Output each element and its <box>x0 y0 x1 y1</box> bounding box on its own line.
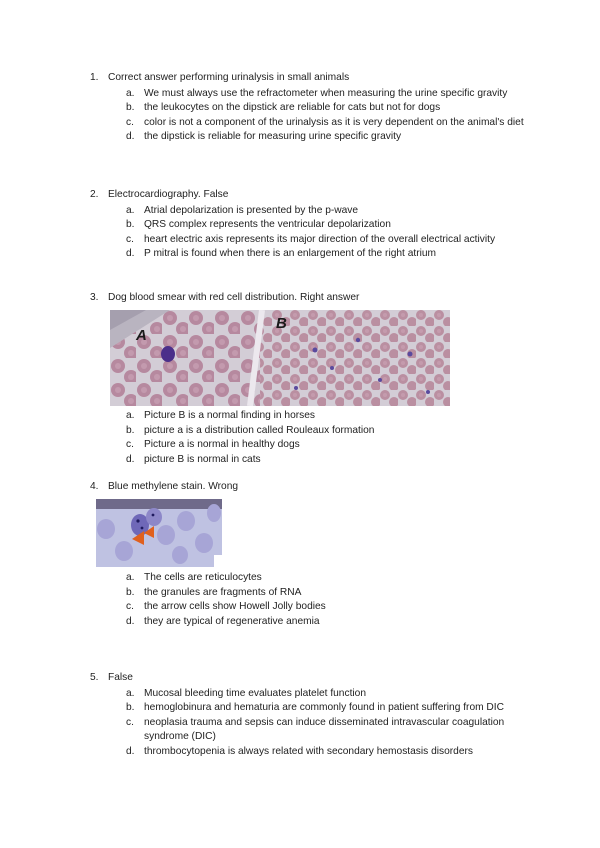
option-a <box>126 571 530 586</box>
option-letter: c. <box>126 439 134 451</box>
options-list <box>126 687 530 760</box>
question-stem: False <box>108 672 133 683</box>
question-number: 1. <box>90 72 99 83</box>
question-2 <box>90 188 530 262</box>
option-letter: a. <box>126 687 135 699</box>
methylene-stain-image <box>96 499 222 567</box>
figure-label-b: B <box>276 315 287 332</box>
option-text: hemoglobinura and hematuria are commonly found in patient suffering from DIC <box>144 702 504 714</box>
option-letter: b. <box>126 102 135 114</box>
question-4 <box>90 480 530 495</box>
blood-smear-figure <box>110 310 450 406</box>
question-1 <box>90 71 530 145</box>
option-letter: c. <box>126 116 134 128</box>
option-a <box>126 409 530 424</box>
option-d <box>126 615 530 630</box>
option-b <box>126 101 530 116</box>
option-c <box>126 716 530 745</box>
option-letter: b. <box>126 702 135 714</box>
methylene-stain-figure <box>96 499 222 567</box>
option-letter: d. <box>126 745 135 757</box>
option-text: color is not a component of the urinalysis as it is very dependent on the animal's diet <box>144 116 524 128</box>
option-c <box>126 438 530 453</box>
option-a <box>126 687 530 702</box>
option-text: Picture B is a normal finding in horses <box>144 410 316 421</box>
question-stem: Dog blood smear with red cell distribution. Right answer <box>108 292 360 303</box>
option-d <box>126 745 530 760</box>
option-c <box>126 600 530 615</box>
question-number: 3. <box>90 292 99 303</box>
option-b <box>126 424 530 439</box>
option-d <box>126 247 530 262</box>
options-list <box>126 571 530 629</box>
option-b <box>126 586 530 601</box>
option-letter: b. <box>126 219 135 231</box>
option-letter: b. <box>126 424 135 436</box>
option-text: neoplasia trauma and sepsis can induce disseminated intravascular coagulation syndrome (DIC) <box>144 716 505 743</box>
option-text: Atrial depolarization is presented by the p-wave <box>144 204 359 216</box>
option-letter: d. <box>126 131 135 143</box>
option-text: the dipstick is reliable for measuring urine specific gravity <box>144 131 402 143</box>
option-text: thrombocytopenia is always related with secondary hemostasis disorders <box>144 745 473 757</box>
option-text: the arrow cells show Howell Jolly bodies <box>144 601 326 613</box>
option-letter: c. <box>126 601 134 613</box>
option-letter: a. <box>126 204 135 216</box>
option-letter: a. <box>126 572 135 583</box>
option-letter: a. <box>126 87 135 99</box>
option-letter: c. <box>126 716 134 728</box>
question-stem: Correct answer performing urinalysis in small animals <box>108 72 350 83</box>
question-stem: Electrocardiography. False <box>108 189 229 200</box>
option-letter: a. <box>126 410 135 421</box>
option-text: picture B is normal in cats <box>144 453 261 465</box>
options-list <box>126 204 530 262</box>
question-number: 5. <box>90 672 99 683</box>
option-letter: d. <box>126 615 135 627</box>
option-text: The cells are reticulocytes <box>144 572 262 583</box>
option-text: Mucosal bleeding time evaluates platelet function <box>144 687 366 699</box>
option-c <box>126 116 530 131</box>
option-d <box>126 130 530 145</box>
options-list <box>126 409 530 467</box>
options-list <box>126 87 530 145</box>
question-number: 2. <box>90 189 99 200</box>
question-number: 4. <box>90 481 99 492</box>
option-letter: b. <box>126 586 135 598</box>
question-3 <box>90 291 530 306</box>
option-text: heart electric axis represents its major direction of the overall electrical activity <box>144 233 496 245</box>
figure-label-a: A <box>136 327 147 344</box>
option-a <box>126 204 530 219</box>
option-letter: d. <box>126 453 135 465</box>
option-letter: c. <box>126 233 134 245</box>
option-text: We must always use the refractometer when measuring the urine specific gravity <box>144 87 508 99</box>
option-text: the leukocytes on the dipstick are reliable for cats but not for dogs <box>144 102 441 114</box>
option-text: Picture a is normal in healthy dogs <box>144 439 300 451</box>
option-b <box>126 701 530 716</box>
option-text: P mitral is found when there is an enlargement of the right atrium <box>144 248 437 260</box>
option-b <box>126 218 530 233</box>
option-letter: d. <box>126 248 135 260</box>
question-5 <box>90 671 530 760</box>
option-d <box>126 453 530 468</box>
blood-smear-image <box>110 310 450 406</box>
option-a <box>126 87 530 102</box>
question-stem: Blue methylene stain. Wrong <box>108 481 239 492</box>
question-4-options <box>90 570 530 629</box>
question-3-options <box>90 408 530 467</box>
option-text: QRS complex represents the ventricular depolarization <box>144 219 391 231</box>
option-c <box>126 233 530 248</box>
option-text: picture a is a distribution called Rouleaux formation <box>144 424 375 436</box>
option-text: the granules are fragments of RNA <box>144 586 302 598</box>
option-text: they are typical of regenerative anemia <box>144 615 320 627</box>
